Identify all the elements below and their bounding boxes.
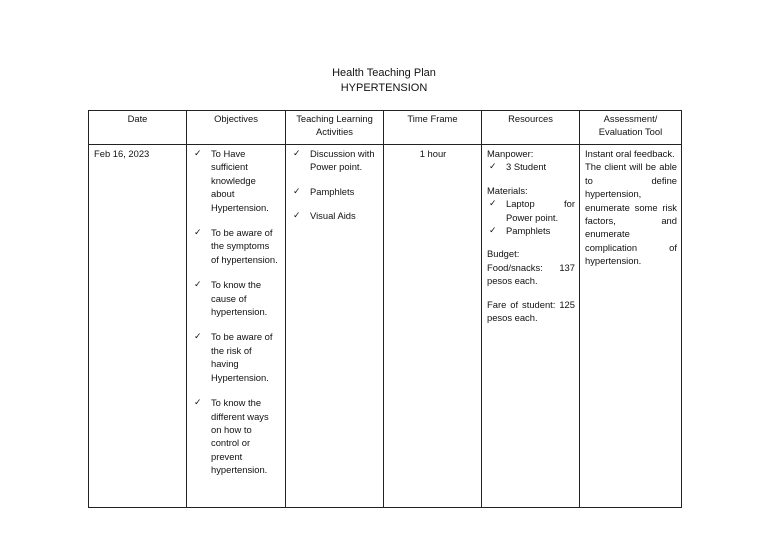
- check-mark-icon: ✓: [293, 185, 301, 196]
- materials-item: ✓ Laptop for Power point.: [489, 198, 575, 223]
- materials-label: Materials:: [487, 184, 528, 196]
- manpower-label: Manpower:: [487, 148, 534, 159]
- check-mark-icon: ✓: [194, 227, 202, 238]
- check-mark-icon: ✓: [293, 210, 301, 221]
- activity-item: ✓ Visual Aids: [293, 210, 356, 222]
- check-mark-icon: ✓: [489, 161, 497, 172]
- cell-objectives: [187, 145, 286, 508]
- header-time-frame: Time Frame: [384, 111, 482, 145]
- cell-time-frame: [384, 145, 482, 508]
- objective-item: ✓ To Have sufficient knowledge about Hypertension.: [194, 148, 269, 213]
- objective-item: ✓ To be aware of the symptoms of hypertension.: [194, 227, 278, 265]
- budget-label: Budget:: [487, 248, 520, 260]
- manpower-list: [487, 160, 575, 173]
- cell-activities: [286, 145, 384, 508]
- check-mark-icon: ✓: [194, 279, 202, 290]
- time-frame-value: 1 hour: [419, 148, 447, 159]
- header-date: Date: [89, 111, 187, 145]
- budget-food: Food/snacks: 137 pesos each.: [487, 261, 575, 287]
- check-mark-icon: ✓: [194, 397, 202, 408]
- assessment-line-1: Instant oral feedback.: [585, 148, 675, 159]
- activity-item: ✓ Discussion with Power point.: [293, 148, 375, 173]
- activity-item: ✓ Pamphlets: [293, 185, 355, 197]
- check-mark-icon: ✓: [293, 148, 301, 158]
- objective-item: ✓ To be aware of the risk of having Hypertension.: [194, 331, 273, 383]
- manpower-item: ✓ 3 Student: [489, 161, 547, 173]
- table-header-row: [89, 111, 682, 145]
- date-value: Feb 16, 2023: [94, 148, 150, 159]
- budget-fare: Fare of student: 125 pesos each.: [487, 298, 575, 324]
- activities-list: [291, 147, 379, 223]
- cell-date: [89, 145, 187, 508]
- table-row: [89, 145, 682, 508]
- check-mark-icon: ✓: [489, 225, 497, 236]
- header-resources: Resources: [482, 111, 580, 145]
- check-mark-icon: ✓: [194, 148, 202, 158]
- objective-item: ✓ To know the cause of hypertension.: [194, 279, 268, 318]
- materials-item: ✓ Pamphlets: [489, 225, 551, 237]
- header-objectives: Objectives: [187, 111, 286, 145]
- document-subtitle: HYPERTENSION: [340, 82, 428, 94]
- header-activities: Teaching Learning Activities: [286, 111, 384, 145]
- materials-list: [487, 197, 575, 237]
- cell-resources: [482, 145, 580, 508]
- objectives-list: [192, 147, 279, 477]
- cell-assessment: [580, 145, 682, 508]
- teaching-plan-table: [88, 110, 682, 508]
- check-mark-icon: ✓: [194, 331, 202, 342]
- objective-item: ✓ To know the different ways on how to control or prevent hypertension.: [194, 397, 269, 476]
- header-assessment: Assessment/ Evaluation Tool: [580, 111, 682, 145]
- check-mark-icon: ✓: [489, 198, 497, 209]
- assessment-line-2: The client will be able to define hypertension, enumerate some risk factors, and enumerate complication of hypertension.: [585, 161, 677, 267]
- document-title: Health Teaching Plan: [332, 67, 436, 79]
